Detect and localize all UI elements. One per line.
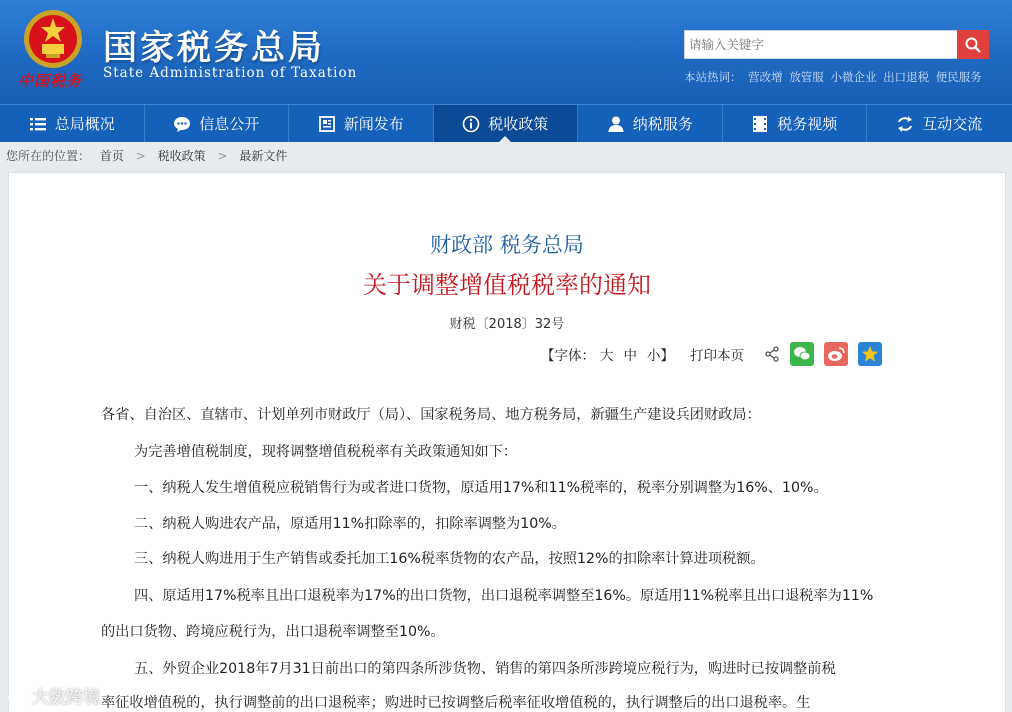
- watermark-text: 大数跨境: [32, 688, 100, 708]
- paragraph: 为完善增值税制度，现将调整增值税税率有关政策通知如下：: [134, 444, 518, 460]
- paragraph: 五、外贸企业2018年7月31日前出口的第四条所涉货物、销售的第四条所涉跨境应税行为，购进时已按调整前税: [134, 661, 836, 677]
- share-icon[interactable]: [764, 346, 780, 362]
- font-size-medium[interactable]: 中: [623, 348, 637, 364]
- weibo-logo-icon: [8, 687, 28, 705]
- paragraph: 各省、自治区、直辖市、计划单列市财政厅（局）、国家税务局、地方税务局，新疆生产建设兵团财政局：: [101, 407, 761, 423]
- main-nav: [0, 104, 1012, 142]
- font-size-large[interactable]: 大: [600, 348, 614, 364]
- paragraph: 二、纳税人购进农产品，原适用11%扣除率的，扣除率调整为10%。: [134, 516, 566, 532]
- nav-item-tax-policy[interactable]: [434, 105, 579, 142]
- breadcrumb: [6, 147, 287, 164]
- paragraph: 一、纳税人发生增值税应税销售行为或者进口货物，原适用17%和11%税率的，税率分别调整为16%、10%。: [134, 480, 828, 496]
- font-size-small[interactable]: 小: [647, 348, 661, 364]
- nav-item-taxpayer-service[interactable]: [578, 105, 723, 142]
- watermark: [8, 683, 100, 708]
- nav-label: 税收政策: [488, 115, 549, 133]
- document-number: 财税〔2018〕32号: [449, 317, 565, 332]
- chat-bubble-icon: [173, 115, 191, 133]
- hot-topics: [684, 69, 985, 85]
- hot-topic-link[interactable]: 放管服: [789, 70, 824, 84]
- nav-label: 信息公开: [199, 115, 260, 133]
- wechat-icon: [793, 346, 811, 362]
- search-icon: [965, 37, 981, 53]
- emblem-caption: 中国税务: [18, 72, 83, 90]
- newspaper-icon: [318, 115, 336, 133]
- exchange-icon: [896, 115, 914, 133]
- hot-topic-link[interactable]: 营改增: [748, 70, 783, 84]
- nav-item-disclosure[interactable]: [145, 105, 290, 142]
- hot-topic-link[interactable]: 小微企业: [830, 70, 877, 84]
- menu-icon: [29, 115, 47, 133]
- paragraph: 三、纳税人购进用于生产销售或委托加工16%税率货物的农产品，按照12%的扣除率计算进项税额。: [134, 551, 765, 567]
- qzone-share-button[interactable]: [858, 342, 882, 366]
- site-title[interactable]: 国家税务总局: [103, 28, 325, 68]
- breadcrumb-tax-policy[interactable]: 税收政策: [157, 149, 206, 163]
- breadcrumb-prefix: 您所在的位置：: [6, 149, 91, 163]
- search-button[interactable]: [957, 30, 989, 59]
- hot-topics-label: 本站热词：: [684, 70, 742, 84]
- nav-label: 税务视频: [777, 115, 838, 133]
- font-size-label: 【字体：: [541, 348, 595, 364]
- paragraph: 率征收增值税的，执行调整前的出口退税率；购进时已按调整后税率征收增值税的，执行调整后的出口退税率。生: [101, 695, 811, 711]
- breadcrumb-latest-docs[interactable]: 最新文件: [239, 149, 288, 163]
- weibo-icon: [827, 346, 845, 362]
- hot-topic-link[interactable]: 便民服务: [935, 70, 982, 84]
- tax-emblem-icon: [22, 8, 84, 70]
- site-subtitle: State Administration of Taxation: [103, 65, 358, 81]
- font-size-close: 】: [660, 348, 674, 364]
- nav-label: 总局概况: [54, 115, 115, 133]
- hot-topic-link[interactable]: 出口退税: [883, 70, 930, 84]
- wechat-share-button[interactable]: [790, 342, 814, 366]
- info-icon: [462, 115, 480, 133]
- film-icon: [751, 115, 769, 133]
- weibo-share-button[interactable]: [824, 342, 848, 366]
- nav-item-overview[interactable]: [0, 105, 145, 142]
- article-title: 关于调整增值税税率的通知: [363, 271, 651, 299]
- search-input[interactable]: [684, 30, 958, 59]
- print-page-link[interactable]: 打印本页: [690, 348, 744, 364]
- nav-item-interaction[interactable]: [867, 105, 1012, 142]
- user-icon: [607, 115, 625, 133]
- paragraph: 四、原适用17%税率且出口退税率为17%的出口货物，出口退税率调整至16%。原适用11%税率且出口退税率为11%: [134, 588, 874, 604]
- star-icon: [861, 345, 879, 363]
- paragraph: 的出口货物、跨境应税行为，出口退税率调整至10%。: [101, 624, 445, 640]
- article-tools: [541, 341, 882, 367]
- site-header: [0, 0, 1012, 104]
- chevron-right-icon: >: [135, 149, 146, 163]
- nav-label: 互动交流: [922, 115, 983, 133]
- nav-label: 纳税服务: [632, 115, 693, 133]
- nav-item-news[interactable]: [289, 105, 434, 142]
- nav-item-tax-video[interactable]: [723, 105, 868, 142]
- breadcrumb-home[interactable]: 首页: [99, 149, 124, 163]
- chevron-right-icon: >: [217, 149, 228, 163]
- nav-label: 新闻发布: [343, 115, 404, 133]
- article-panel: [8, 172, 1006, 712]
- article-issuer: 财政部 税务总局: [430, 233, 584, 257]
